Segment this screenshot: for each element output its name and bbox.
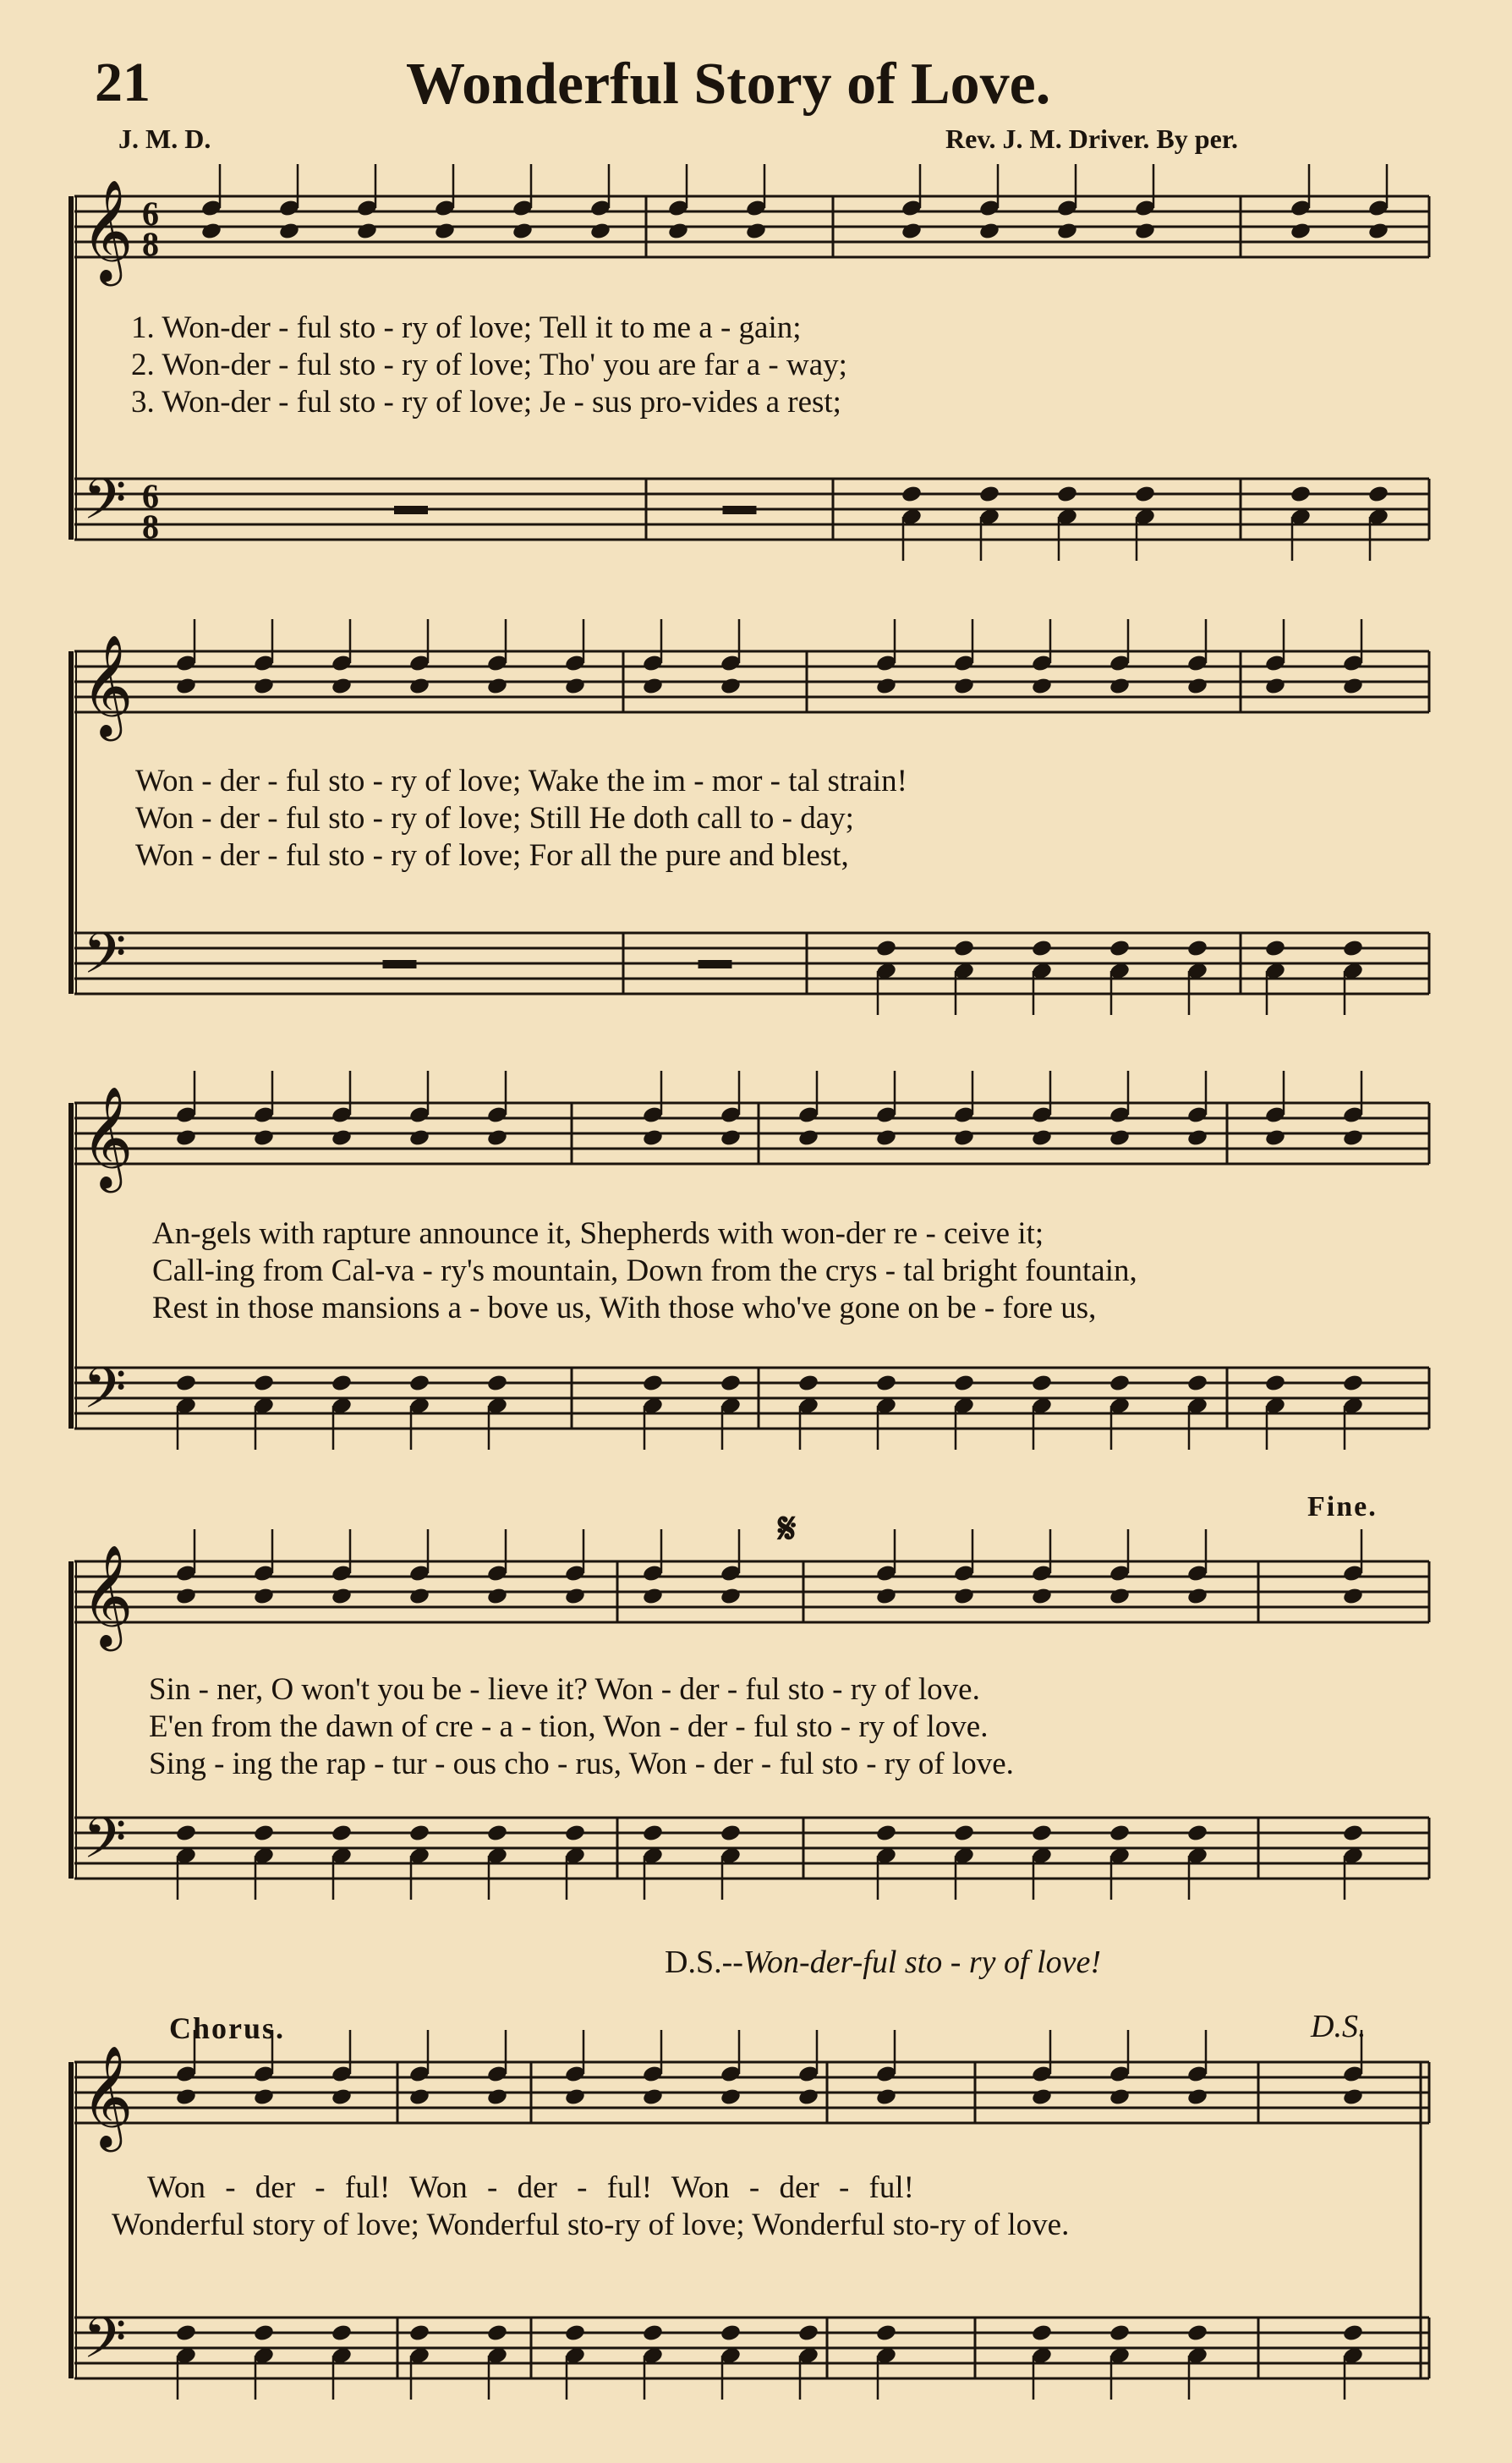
lyric-line: E'en from the dawn of cre - a - tion, Won - der - ful sto - ry of love. xyxy=(149,1709,989,1744)
bass-clef-icon: 𝄢 xyxy=(83,1806,127,1884)
bass-note xyxy=(1264,939,1286,958)
treble-note xyxy=(486,1587,508,1606)
treble-note xyxy=(720,677,742,696)
whole-rest-icon xyxy=(383,960,417,968)
treble-note xyxy=(642,677,664,696)
treble-note xyxy=(175,1128,197,1148)
bass-note xyxy=(1186,1824,1208,1843)
treble-clef-icon: 𝄞 xyxy=(81,2044,134,2148)
lyric-line: Won - der - ful sto - ry of love; Wake the im - mor - tal strain! xyxy=(135,764,907,798)
treble-note xyxy=(278,222,300,241)
treble-note xyxy=(408,2087,430,2107)
bass-note xyxy=(875,2323,897,2343)
bass-note xyxy=(486,2323,508,2343)
treble-note xyxy=(1342,677,1364,696)
lyric-line: Sin - ner, O won't you be - lieve it? Won - der - ful sto - ry of love. xyxy=(149,1672,980,1707)
treble-note xyxy=(745,222,767,241)
treble-note xyxy=(253,2087,275,2107)
treble-note xyxy=(408,1128,430,1148)
treble-note xyxy=(331,677,353,696)
lyric-line: An-gels with rapture announce it, Shepherds with won-der re - ceive it; xyxy=(152,1216,1044,1251)
ds-instruction-text: Won-der-ful sto - ry of love! xyxy=(742,1945,1102,1980)
bass-note xyxy=(486,1824,508,1843)
treble-note xyxy=(564,2087,586,2107)
treble-note xyxy=(486,2087,508,2107)
treble-note xyxy=(642,1587,664,1606)
lyric-line: Won - der - ful! Won - der - ful! Won - der - ful! xyxy=(147,2170,914,2205)
bass-note xyxy=(1109,1824,1131,1843)
treble-note xyxy=(486,677,508,696)
treble-note xyxy=(589,222,611,241)
whole-rest-icon xyxy=(394,506,428,514)
whole-rest-icon xyxy=(698,960,732,968)
treble-note xyxy=(1342,2087,1364,2107)
treble-note xyxy=(356,222,378,241)
chorus-label: Chorus. xyxy=(169,2011,286,2045)
bass-note xyxy=(1342,2323,1364,2343)
treble-note xyxy=(486,1128,508,1148)
bass-note xyxy=(1342,1824,1364,1843)
treble-note xyxy=(1186,677,1208,696)
bass-note xyxy=(875,939,897,958)
treble-note xyxy=(200,222,222,241)
ds-mark: D.S. xyxy=(1311,2009,1367,2044)
treble-note xyxy=(1109,2087,1131,2107)
treble-note xyxy=(642,1128,664,1148)
bass-note xyxy=(642,1824,664,1843)
fine-mark: Fine. xyxy=(1307,1491,1378,1522)
bass-note xyxy=(1109,1374,1131,1393)
treble-note xyxy=(953,677,975,696)
treble-note xyxy=(1290,222,1312,241)
bass-clef-icon: 𝄢 xyxy=(83,1356,127,1434)
treble-note xyxy=(1342,1587,1364,1606)
treble-note xyxy=(253,1587,275,1606)
treble-note xyxy=(875,2087,897,2107)
treble-note xyxy=(331,2087,353,2107)
bass-note xyxy=(1031,2323,1053,2343)
time-signature: 8 xyxy=(142,225,159,263)
treble-note xyxy=(175,1587,197,1606)
lyric-line: 2. Won-der - ful sto - ry of love; Tho' you are far a - way; xyxy=(131,348,847,382)
treble-note xyxy=(1031,677,1053,696)
bass-note xyxy=(253,1824,275,1843)
treble-note xyxy=(331,1587,353,1606)
bass-note xyxy=(175,1374,197,1393)
time-signature: 6 xyxy=(142,477,159,515)
treble-note xyxy=(1134,222,1156,241)
treble-note xyxy=(901,222,923,241)
bass-note xyxy=(1109,2323,1131,2343)
treble-note xyxy=(978,222,1000,241)
segno-mark: 𝄋 xyxy=(778,1505,797,1552)
treble-note xyxy=(175,2087,197,2107)
bass-note xyxy=(901,485,923,504)
bass-note xyxy=(978,485,1000,504)
ds-instruction-prefix: D.S.-- xyxy=(665,1945,743,1980)
lyric-line: Sing - ing the rap - tur - ous cho - rus, Won - der - ful sto - ry of love. xyxy=(149,1747,1014,1781)
bass-note xyxy=(1367,485,1389,504)
bass-note xyxy=(175,2323,197,2343)
treble-note xyxy=(875,1587,897,1606)
treble-note xyxy=(797,2087,819,2107)
bass-note xyxy=(1264,1374,1286,1393)
treble-note xyxy=(875,677,897,696)
treble-clef-icon: 𝄞 xyxy=(81,178,134,282)
treble-note xyxy=(253,677,275,696)
bass-note xyxy=(1290,485,1312,504)
treble-note xyxy=(1367,222,1389,241)
bass-note xyxy=(1186,2323,1208,2343)
bass-note xyxy=(797,2323,819,2343)
treble-note xyxy=(1186,1587,1208,1606)
bass-note xyxy=(253,1374,275,1393)
treble-clef-icon: 𝄞 xyxy=(81,1544,134,1647)
bass-clef-icon: 𝄢 xyxy=(83,467,127,546)
bass-note xyxy=(875,1374,897,1393)
treble-note xyxy=(1186,1128,1208,1148)
bass-note xyxy=(953,1824,975,1843)
treble-note xyxy=(1031,1128,1053,1148)
bass-clef-icon: 𝄢 xyxy=(83,2306,127,2384)
treble-note xyxy=(1264,677,1286,696)
bass-note xyxy=(1109,939,1131,958)
bass-clef-icon: 𝄢 xyxy=(83,921,127,1000)
bass-note xyxy=(1031,939,1053,958)
treble-note xyxy=(434,222,456,241)
treble-note xyxy=(175,677,197,696)
lyric-line: Call-ing from Cal-va - ry's mountain, Down from the crys - tal bright fountain, xyxy=(152,1253,1137,1288)
bass-note xyxy=(720,1374,742,1393)
bass-note xyxy=(797,1374,819,1393)
lyric-line: 3. Won-der - ful sto - ry of love; Je - sus pro-vides a rest; xyxy=(131,385,841,420)
treble-note xyxy=(953,1587,975,1606)
hymn-number: 21 xyxy=(95,52,151,113)
bass-note xyxy=(331,1374,353,1393)
bass-note xyxy=(1031,1824,1053,1843)
bass-note xyxy=(486,1374,508,1393)
treble-note xyxy=(1109,677,1131,696)
bass-note xyxy=(331,2323,353,2343)
whole-rest-icon xyxy=(723,506,757,514)
lyric-line: Wonderful story of love; Wonderful sto-ry of love; Wonderful sto-ry of love. xyxy=(112,2208,1070,2242)
treble-clef-icon: 𝄞 xyxy=(81,634,134,737)
time-signature: 6 xyxy=(142,195,159,233)
bass-note xyxy=(1056,485,1078,504)
bass-note xyxy=(1342,939,1364,958)
bass-note xyxy=(175,1824,197,1843)
treble-note xyxy=(408,677,430,696)
treble-note xyxy=(1186,2087,1208,2107)
bass-note xyxy=(642,2323,664,2343)
lyric-line: Won - der - ful sto - ry of love; For all the pure and blest, xyxy=(135,838,849,873)
time-signature: 8 xyxy=(142,507,159,546)
treble-note xyxy=(1109,1128,1131,1148)
bass-note xyxy=(953,939,975,958)
bass-note xyxy=(564,2323,586,2343)
bass-note xyxy=(331,1824,353,1843)
bass-note xyxy=(1342,1374,1364,1393)
treble-clef-icon: 𝄞 xyxy=(81,1085,134,1188)
treble-note xyxy=(1031,1587,1053,1606)
bass-note xyxy=(1186,1374,1208,1393)
treble-note xyxy=(512,222,534,241)
treble-note xyxy=(253,1128,275,1148)
bass-note xyxy=(408,1374,430,1393)
bass-note xyxy=(720,1824,742,1843)
bass-note xyxy=(1134,485,1156,504)
author-credit: Rev. J. M. Driver. By per. xyxy=(945,123,1239,154)
treble-note xyxy=(797,1128,819,1148)
bass-note xyxy=(1031,1374,1053,1393)
treble-note xyxy=(875,1128,897,1148)
treble-note xyxy=(1056,222,1078,241)
treble-note xyxy=(1109,1587,1131,1606)
bass-note xyxy=(564,1824,586,1843)
bass-note xyxy=(1186,939,1208,958)
bass-note xyxy=(253,2323,275,2343)
hymn-title: Wonderful Story of Love. xyxy=(406,52,1051,117)
lyric-line: Won - der - ful sto - ry of love; Still He doth call to - day; xyxy=(135,801,854,836)
treble-note xyxy=(564,1587,586,1606)
bass-note xyxy=(720,2323,742,2343)
lyric-line: 1. Won-der - ful sto - ry of love; Tell it to me a - gain; xyxy=(131,310,802,345)
treble-note xyxy=(1031,2087,1053,2107)
bass-note xyxy=(408,2323,430,2343)
treble-note xyxy=(953,1128,975,1148)
treble-note xyxy=(720,1587,742,1606)
ds-instruction xyxy=(665,1944,1101,1981)
treble-note xyxy=(408,1587,430,1606)
bass-note xyxy=(953,1374,975,1393)
treble-note xyxy=(564,677,586,696)
treble-note xyxy=(720,1128,742,1148)
treble-note xyxy=(667,222,689,241)
treble-note xyxy=(1342,1128,1364,1148)
treble-note xyxy=(642,2087,664,2107)
treble-note xyxy=(1264,1128,1286,1148)
treble-note xyxy=(331,1128,353,1148)
bass-note xyxy=(875,1824,897,1843)
treble-note xyxy=(720,2087,742,2107)
bass-note xyxy=(642,1374,664,1393)
lyric-line: Rest in those mansions a - bove us, With those who've gone on be - fore us, xyxy=(152,1291,1097,1325)
bass-note xyxy=(408,1824,430,1843)
composer-initials: J. M. D. xyxy=(118,123,211,154)
